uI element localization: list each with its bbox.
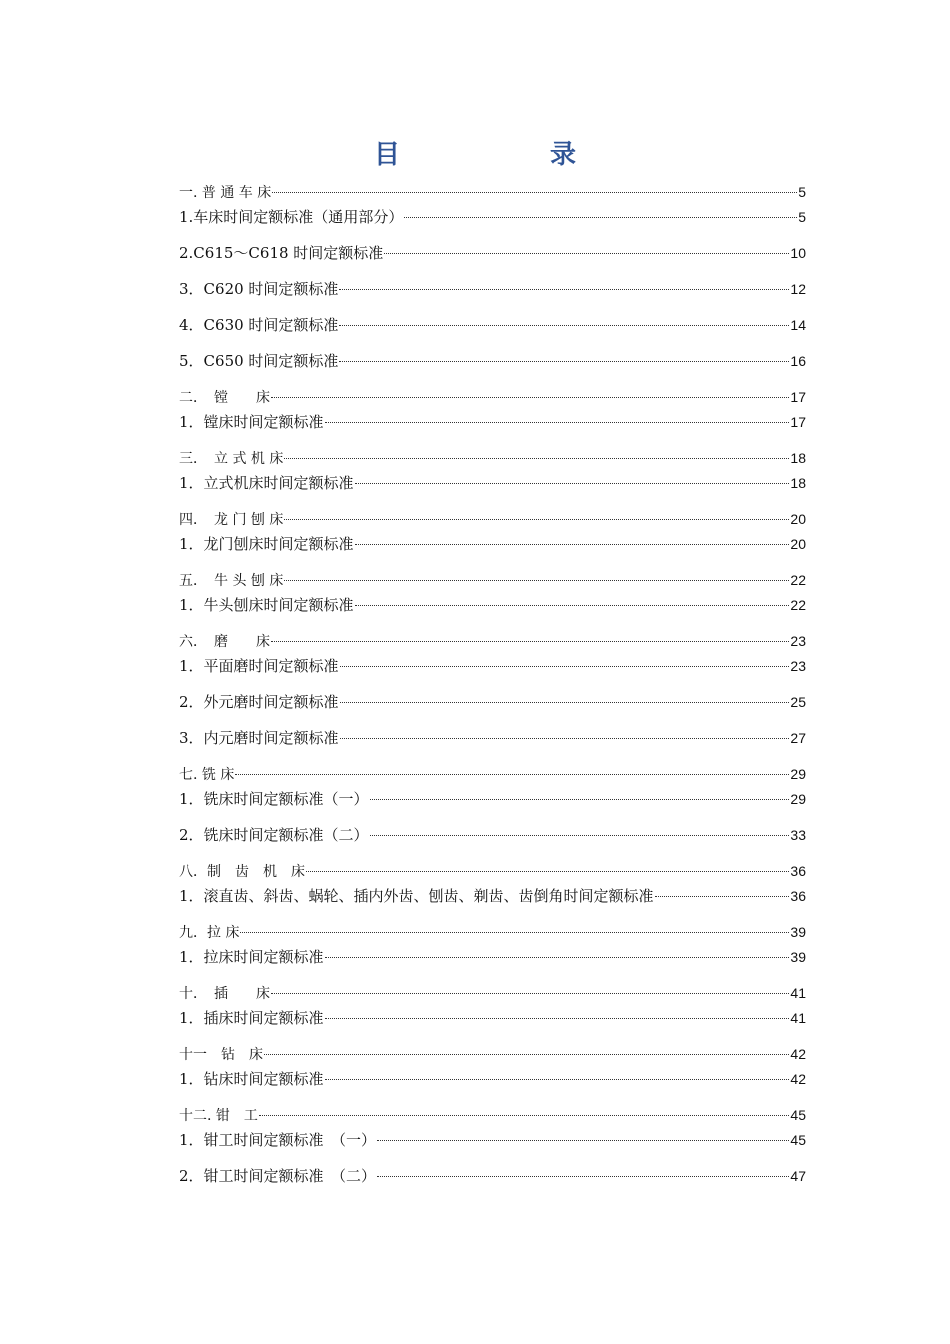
toc-entry-label: 十． 插 床: [179, 986, 270, 1002]
toc-list: [179, 180, 806, 1188]
toc-title-char-1: 目: [373, 140, 400, 170]
toc-entry-label: 1．镗床时间定额标准: [179, 413, 324, 431]
toc-entry-page-number: 36: [790, 863, 806, 879]
dot-leader: [404, 217, 797, 218]
toc-entry-label: 十一 钻 床: [179, 1047, 263, 1063]
toc-entry-page-number: 42: [790, 1046, 806, 1062]
toc-item-entry[interactable]: [179, 593, 806, 617]
toc-entry-page-number: 14: [790, 317, 806, 333]
toc-entry-label: 1．插床时间定额标准: [179, 1009, 324, 1027]
dot-leader: [377, 1140, 789, 1141]
toc-entry-page-number: 17: [790, 389, 806, 405]
toc-section-entry[interactable]: [179, 1042, 806, 1066]
dot-leader: [271, 641, 789, 642]
toc-entry-page-number: 36: [790, 888, 806, 904]
toc-section-entry[interactable]: [179, 981, 806, 1005]
dot-leader: [235, 774, 789, 775]
toc-item-entry[interactable]: [179, 1006, 806, 1030]
toc-section-entry[interactable]: [179, 859, 806, 883]
toc-section-entry[interactable]: [179, 762, 806, 786]
toc-entry-label: 1.车床时间定额标准（通用部分）: [179, 208, 404, 226]
dot-leader: [264, 1054, 789, 1055]
toc-entry-page-number: 42: [790, 1071, 806, 1087]
toc-entry-label: 三． 立 式 机 床: [179, 451, 284, 467]
toc-entry-label: 六． 磨 床: [179, 634, 270, 650]
toc-entry-page-number: 33: [790, 827, 806, 843]
toc-item-entry[interactable]: [179, 471, 806, 495]
toc-entry-label: 1．平面磨时间定额标准: [179, 657, 339, 675]
toc-entry-label: 2．钳工时间定额标准 （二）: [179, 1167, 377, 1185]
toc-entry-page-number: 29: [790, 791, 806, 807]
toc-title: [0, 134, 950, 171]
toc-section-entry[interactable]: [179, 180, 806, 204]
toc-item-entry[interactable]: [179, 410, 806, 434]
dot-leader: [355, 544, 790, 545]
toc-item-entry[interactable]: [179, 823, 806, 847]
toc-section-entry[interactable]: [179, 1103, 806, 1127]
toc-entry-page-number: 18: [790, 450, 806, 466]
toc-entry-label: 十二. 钳 工: [179, 1108, 258, 1124]
toc-entry-page-number: 10: [790, 245, 806, 261]
toc-entry-label: 1．钻床时间定额标准: [179, 1070, 324, 1088]
toc-entry-page-number: 5: [798, 184, 806, 200]
dot-leader: [284, 580, 789, 581]
toc-item-entry[interactable]: [179, 205, 806, 229]
toc-entry-label: 2．外元磨时间定额标准: [179, 693, 339, 711]
dot-leader: [240, 932, 789, 933]
dot-leader: [340, 738, 790, 739]
toc-section-entry[interactable]: [179, 507, 806, 531]
toc-item-entry[interactable]: [179, 654, 806, 678]
dot-leader: [339, 325, 789, 326]
toc-entry-label: 1．铣床时间定额标准（一）: [179, 790, 369, 808]
toc-entry-page-number: 5: [798, 209, 806, 225]
dot-leader: [325, 1079, 790, 1080]
dot-leader: [306, 871, 789, 872]
toc-entry-page-number: 22: [790, 572, 806, 588]
toc-entry-label: 1．龙门刨床时间定额标准: [179, 535, 354, 553]
dot-leader: [272, 192, 797, 193]
dot-leader: [340, 666, 790, 667]
toc-entry-page-number: 23: [790, 633, 806, 649]
toc-item-entry[interactable]: [179, 277, 806, 301]
toc-item-entry[interactable]: [179, 884, 806, 908]
toc-entry-page-number: 29: [790, 766, 806, 782]
toc-entry-page-number: 39: [790, 949, 806, 965]
toc-entry-label: 1．立式机床时间定额标准: [179, 474, 354, 492]
dot-leader: [384, 253, 789, 254]
toc-item-entry[interactable]: [179, 241, 806, 265]
toc-entry-page-number: 23: [790, 658, 806, 674]
toc-entry-label: 3．C620 时间定额标准: [179, 280, 339, 298]
toc-entry-page-number: 20: [790, 536, 806, 552]
dot-leader: [284, 519, 789, 520]
toc-entry-page-number: 45: [790, 1132, 806, 1148]
toc-title-char-2: 录: [550, 140, 577, 170]
dot-leader: [355, 483, 790, 484]
toc-entry-page-number: 25: [790, 694, 806, 710]
toc-item-entry[interactable]: [179, 726, 806, 750]
toc-section-entry[interactable]: [179, 446, 806, 470]
toc-item-entry[interactable]: [179, 787, 806, 811]
toc-item-entry[interactable]: [179, 1067, 806, 1091]
toc-entry-page-number: 12: [790, 281, 806, 297]
toc-entry-page-number: 16: [790, 353, 806, 369]
toc-entry-label: 4．C630 时间定额标准: [179, 316, 339, 334]
toc-entry-page-number: 27: [790, 730, 806, 746]
toc-entry-page-number: 41: [790, 985, 806, 1001]
toc-item-entry[interactable]: [179, 690, 806, 714]
toc-item-entry[interactable]: [179, 532, 806, 556]
toc-entry-label: 1．滚直齿、斜齿、蜗轮、插内外齿、刨齿、剃齿、齿倒角时间定额标准: [179, 887, 654, 905]
toc-entry-label: 3．内元磨时间定额标准: [179, 729, 339, 747]
dot-leader: [271, 397, 789, 398]
toc-entry-label: 2．铣床时间定额标准（二）: [179, 826, 369, 844]
toc-entry-label: 2.C615～C618 时间定额标准: [179, 244, 384, 262]
toc-entry-page-number: 41: [790, 1010, 806, 1026]
toc-entry-page-number: 22: [790, 597, 806, 613]
toc-entry-page-number: 20: [790, 511, 806, 527]
dot-leader: [339, 289, 789, 290]
dot-leader: [340, 702, 790, 703]
toc-entry-page-number: 17: [790, 414, 806, 430]
dot-leader: [655, 896, 790, 897]
dot-leader: [259, 1115, 790, 1116]
dot-leader: [325, 422, 790, 423]
toc-entry-label: 四． 龙 门 刨 床: [179, 512, 284, 528]
toc-entry-label: 二． 镗 床: [179, 390, 270, 406]
dot-leader: [271, 993, 789, 994]
toc-entry-label: 1．拉床时间定额标准: [179, 948, 324, 966]
toc-entry-page-number: 45: [790, 1107, 806, 1123]
toc-section-entry[interactable]: [179, 629, 806, 653]
toc-item-entry[interactable]: [179, 1128, 806, 1152]
toc-entry-page-number: 39: [790, 924, 806, 940]
toc-entry-label: 五． 牛 头 刨 床: [179, 573, 284, 589]
toc-entry-label: 七. 铣 床: [179, 767, 235, 783]
toc-entry-page-number: 47: [790, 1168, 806, 1184]
toc-item-entry[interactable]: [179, 313, 806, 337]
dot-leader: [377, 1176, 789, 1177]
toc-section-entry[interactable]: [179, 568, 806, 592]
dot-leader: [325, 1018, 790, 1019]
toc-entry-page-number: 18: [790, 475, 806, 491]
toc-entry-label: 5．C650 时间定额标准: [179, 352, 339, 370]
dot-leader: [284, 458, 789, 459]
toc-entry-label: 1．钳工时间定额标准 （一）: [179, 1131, 377, 1149]
toc-section-entry[interactable]: [179, 920, 806, 944]
dot-leader: [325, 957, 790, 958]
dot-leader: [339, 361, 789, 362]
toc-item-entry[interactable]: [179, 349, 806, 373]
dot-leader: [370, 799, 790, 800]
toc-entry-label: 一. 普 通 车 床: [179, 185, 272, 201]
toc-item-entry[interactable]: [179, 1164, 806, 1188]
toc-section-entry[interactable]: [179, 385, 806, 409]
dot-leader: [370, 835, 790, 836]
toc-entry-label: 九．拉 床: [179, 925, 240, 941]
toc-item-entry[interactable]: [179, 945, 806, 969]
dot-leader: [355, 605, 790, 606]
toc-entry-label: 1．牛头刨床时间定额标准: [179, 596, 354, 614]
toc-entry-label: 八．制 齿 机 床: [179, 864, 305, 880]
